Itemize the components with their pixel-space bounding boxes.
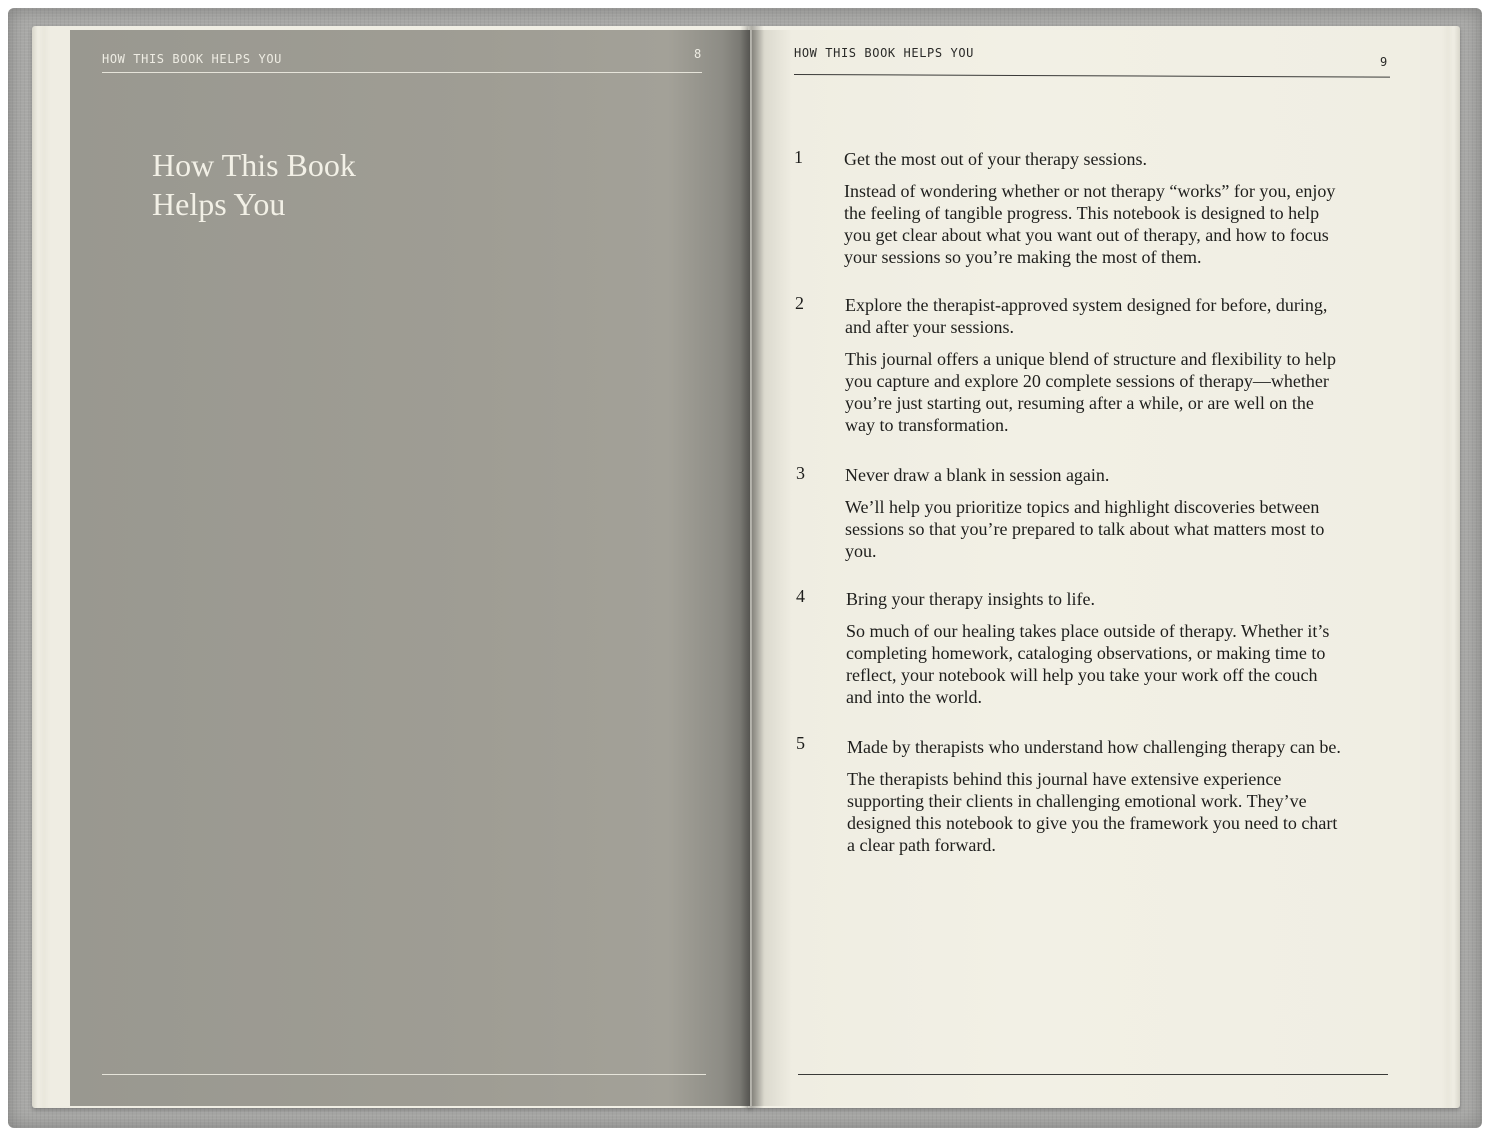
item-body: Instead of wondering whether or not therapy “works” for you, enjoy the feeling of tangible progress. This notebook is designed to help you get clear about what you want out of therapy, and how to focus your sessions so you’re making the most of them. (844, 181, 1336, 267)
item-body: So much of our healing takes place outside of therapy. Whether it’s completing homework, cataloging observations, or making time to reflect, your notebook will help you take your work off the couch and into the world. (846, 621, 1330, 707)
left-page-number: 8 (694, 47, 702, 61)
right-running-head: HOW THIS BOOK HELPS YOU (794, 46, 974, 60)
item-body: We’ll help you prioritize topics and highlight discoveries between sessions so that you’re prepared to talk about what matters most to you. (845, 497, 1325, 561)
item-number: 1 (794, 147, 803, 167)
item-heading: Get the most out of your therapy sessions. (844, 149, 1147, 169)
page-title (152, 146, 512, 224)
list-item (845, 294, 1345, 436)
left-running-head: HOW THIS BOOK HELPS YOU (102, 52, 282, 66)
item-body: This journal offers a unique blend of structure and flexibility to help you capture and explore 20 complete sessions of therapy—whether you’re just starting out, resuming after a while, or are well on the way to transformation. (845, 349, 1337, 435)
item-heading: Made by therapists who understand how challenging therapy can be. (847, 737, 1341, 757)
title-line-2: Helps You (152, 186, 286, 222)
item-number: 5 (796, 733, 805, 753)
item-body: The therapists behind this journal have extensive experience supporting their clients in challenging emotional work. They’ve designed this notebook to give you the framework you need to chart a clear path forward. (847, 769, 1338, 855)
list-item (847, 736, 1347, 856)
item-number: 4 (796, 586, 805, 606)
book-gutter (740, 26, 764, 1108)
list-item (846, 588, 1346, 708)
list-item (844, 148, 1344, 268)
title-line-1: How This Book (152, 147, 356, 183)
left-footer-rule (102, 1074, 706, 1075)
item-heading: Explore the therapist-approved system designed for before, during, and after your sessions. (845, 295, 1328, 337)
item-number: 2 (795, 293, 804, 313)
item-number: 3 (796, 463, 805, 483)
left-header-rule (102, 72, 702, 73)
right-page-number: 9 (1380, 55, 1388, 69)
item-heading: Never draw a blank in session again. (845, 465, 1110, 485)
item-heading: Bring your therapy insights to life. (846, 589, 1095, 609)
list-item (845, 464, 1345, 562)
right-footer-rule (798, 1074, 1388, 1075)
